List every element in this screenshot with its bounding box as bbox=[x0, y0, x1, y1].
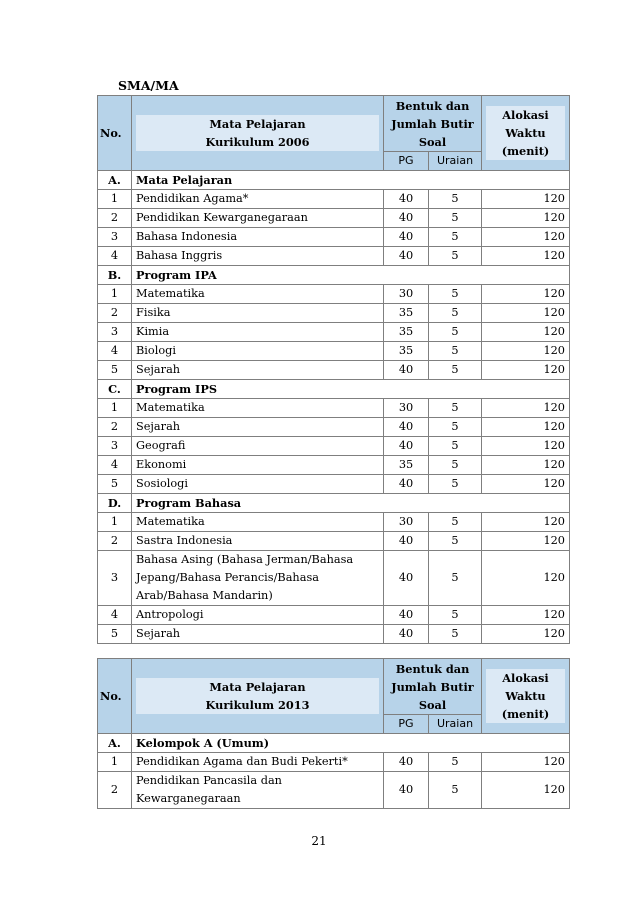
table-row bbox=[98, 532, 570, 551]
pg-count: 40 bbox=[384, 228, 429, 247]
uraian-count: 5 bbox=[429, 606, 482, 625]
row-number: 4 bbox=[98, 606, 132, 625]
uraian-count: 5 bbox=[429, 399, 482, 418]
row-number: 2 bbox=[98, 304, 132, 323]
allocation-minutes: 120 bbox=[482, 228, 570, 247]
subject-name: Bahasa Inggris bbox=[132, 247, 384, 266]
header-alloc-line1: Alokasi bbox=[502, 108, 549, 122]
subject-name: Bahasa Indonesia bbox=[132, 228, 384, 247]
table-row bbox=[98, 323, 570, 342]
header-form-line2: Jumlah Butir bbox=[391, 116, 474, 131]
pg-count: 40 bbox=[384, 753, 429, 772]
header-alloc bbox=[482, 659, 570, 734]
uraian-count: 5 bbox=[429, 304, 482, 323]
row-number: 4 bbox=[98, 342, 132, 361]
allocation-minutes: 120 bbox=[482, 247, 570, 266]
row-number: 2 bbox=[98, 209, 132, 228]
allocation-minutes: 120 bbox=[482, 532, 570, 551]
uraian-count: 5 bbox=[429, 285, 482, 304]
pg-count: 30 bbox=[384, 285, 429, 304]
header-no: No. bbox=[98, 659, 132, 734]
uraian-count: 5 bbox=[429, 475, 482, 494]
allocation-minutes: 120 bbox=[482, 456, 570, 475]
uraian-count: 5 bbox=[429, 209, 482, 228]
group-name: Mata Pelajaran bbox=[132, 171, 570, 190]
group-row bbox=[98, 494, 570, 513]
pg-count: 40 bbox=[384, 772, 429, 809]
row-number: 1 bbox=[98, 753, 132, 772]
header-uraian: Uraian bbox=[429, 152, 482, 171]
pg-count: 40 bbox=[384, 606, 429, 625]
table-row bbox=[98, 342, 570, 361]
row-number: 3 bbox=[98, 228, 132, 247]
pg-count: 35 bbox=[384, 304, 429, 323]
row-number: 1 bbox=[98, 399, 132, 418]
uraian-count: 5 bbox=[429, 418, 482, 437]
group-name: Kelompok A (Umum) bbox=[132, 734, 570, 753]
subject-name: Sejarah bbox=[132, 625, 384, 644]
header-alloc-line2: Waktu bbox=[505, 126, 546, 140]
page-number: 21 bbox=[311, 834, 327, 848]
header-subject-line2: Kurikulum 2013 bbox=[205, 698, 310, 712]
table-row bbox=[98, 228, 570, 247]
group-code: B. bbox=[98, 266, 132, 285]
header-pg: PG bbox=[384, 152, 429, 171]
header-form-line1: Bentuk dan bbox=[395, 98, 470, 113]
pg-count: 40 bbox=[384, 418, 429, 437]
table-row bbox=[98, 304, 570, 323]
table-row bbox=[98, 190, 570, 209]
table-row bbox=[98, 456, 570, 475]
table-row bbox=[98, 513, 570, 532]
section-title: SMA/MA bbox=[118, 78, 179, 93]
group-code: D. bbox=[98, 494, 132, 513]
header-form-line3: Soal bbox=[418, 697, 447, 712]
uraian-count: 5 bbox=[429, 753, 482, 772]
uraian-count: 5 bbox=[429, 247, 482, 266]
pg-count: 35 bbox=[384, 456, 429, 475]
table-row bbox=[98, 772, 570, 809]
subject-line: Bahasa Asing (Bahasa Jerman/Bahasa bbox=[136, 553, 354, 566]
header-form-line3: Soal bbox=[418, 134, 447, 149]
table-kurikulum-2006 bbox=[97, 95, 570, 644]
allocation-minutes: 120 bbox=[482, 772, 570, 809]
header-form bbox=[384, 96, 482, 152]
pg-count: 40 bbox=[384, 551, 429, 606]
table-row bbox=[98, 418, 570, 437]
table-row bbox=[98, 625, 570, 644]
header-subject-line1: Mata Pelajaran bbox=[209, 117, 306, 131]
subject-name: Geografi bbox=[132, 437, 384, 456]
uraian-count: 5 bbox=[429, 190, 482, 209]
pg-count: 40 bbox=[384, 437, 429, 456]
header-subject bbox=[132, 96, 384, 171]
uraian-count: 5 bbox=[429, 532, 482, 551]
group-code: A. bbox=[98, 171, 132, 190]
uraian-count: 5 bbox=[429, 772, 482, 809]
allocation-minutes: 120 bbox=[482, 606, 570, 625]
table-body-2013 bbox=[98, 734, 570, 809]
table-row bbox=[98, 247, 570, 266]
row-number: 5 bbox=[98, 625, 132, 644]
allocation-minutes: 120 bbox=[482, 551, 570, 606]
uraian-count: 5 bbox=[429, 361, 482, 380]
subject-name: Pendidikan Agama* bbox=[132, 190, 384, 209]
row-number: 3 bbox=[98, 323, 132, 342]
subject-name: Matematika bbox=[132, 513, 384, 532]
pg-count: 30 bbox=[384, 399, 429, 418]
subject-line: Pendidikan Pancasila dan bbox=[136, 774, 282, 787]
subject-name bbox=[132, 551, 384, 606]
pg-count: 40 bbox=[384, 532, 429, 551]
table-body-2006 bbox=[98, 171, 570, 644]
group-name: Program Bahasa bbox=[132, 494, 570, 513]
pg-count: 40 bbox=[384, 361, 429, 380]
row-number: 3 bbox=[98, 551, 132, 606]
group-row bbox=[98, 171, 570, 190]
group-row bbox=[98, 380, 570, 399]
subject-name: Antropologi bbox=[132, 606, 384, 625]
allocation-minutes: 120 bbox=[482, 437, 570, 456]
header-subject-line2: Kurikulum 2006 bbox=[205, 135, 310, 149]
subject-name: Sejarah bbox=[132, 361, 384, 380]
uraian-count: 5 bbox=[429, 513, 482, 532]
allocation-minutes: 120 bbox=[482, 475, 570, 494]
row-number: 1 bbox=[98, 190, 132, 209]
row-number: 2 bbox=[98, 772, 132, 809]
allocation-minutes: 120 bbox=[482, 342, 570, 361]
subject-line: Jepang/Bahasa Perancis/Bahasa bbox=[136, 571, 319, 584]
subject-name bbox=[132, 772, 384, 809]
subject-name: Ekonomi bbox=[132, 456, 384, 475]
group-row bbox=[98, 734, 570, 753]
subject-name: Matematika bbox=[132, 399, 384, 418]
header-subject bbox=[132, 659, 384, 734]
table-row bbox=[98, 475, 570, 494]
table-row bbox=[98, 285, 570, 304]
pg-count: 35 bbox=[384, 342, 429, 361]
allocation-minutes: 120 bbox=[482, 285, 570, 304]
subject-name: Biologi bbox=[132, 342, 384, 361]
row-number: 1 bbox=[98, 285, 132, 304]
table-row bbox=[98, 753, 570, 772]
subject-name: Sosiologi bbox=[132, 475, 384, 494]
group-name: Program IPA bbox=[132, 266, 570, 285]
uraian-count: 5 bbox=[429, 625, 482, 644]
pg-count: 40 bbox=[384, 190, 429, 209]
header-alloc-line3: (menit) bbox=[501, 707, 550, 721]
pg-count: 35 bbox=[384, 323, 429, 342]
subject-name: Pendidikan Kewarganegaraan bbox=[132, 209, 384, 228]
header-form bbox=[384, 659, 482, 715]
uraian-count: 5 bbox=[429, 323, 482, 342]
subject-name: Sastra Indonesia bbox=[132, 532, 384, 551]
table-row bbox=[98, 437, 570, 456]
pg-count: 40 bbox=[384, 625, 429, 644]
allocation-minutes: 120 bbox=[482, 323, 570, 342]
table-row bbox=[98, 551, 570, 606]
row-number: 4 bbox=[98, 247, 132, 266]
subject-name: Kimia bbox=[132, 323, 384, 342]
allocation-minutes: 120 bbox=[482, 304, 570, 323]
header-alloc-line3: (menit) bbox=[501, 144, 550, 158]
allocation-minutes: 120 bbox=[482, 190, 570, 209]
pg-count: 40 bbox=[384, 209, 429, 228]
table-kurikulum-2013 bbox=[97, 658, 570, 809]
allocation-minutes: 120 bbox=[482, 418, 570, 437]
pg-count: 40 bbox=[384, 475, 429, 494]
pg-count: 40 bbox=[384, 247, 429, 266]
row-number: 1 bbox=[98, 513, 132, 532]
row-number: 5 bbox=[98, 475, 132, 494]
header-alloc-line2: Waktu bbox=[505, 689, 546, 703]
header-uraian: Uraian bbox=[429, 715, 482, 734]
allocation-minutes: 120 bbox=[482, 399, 570, 418]
subject-line: Kewarganegaraan bbox=[136, 792, 241, 805]
header-alloc-line1: Alokasi bbox=[502, 671, 549, 685]
uraian-count: 5 bbox=[429, 456, 482, 475]
subject-name: Matematika bbox=[132, 285, 384, 304]
header-pg: PG bbox=[384, 715, 429, 734]
row-number: 5 bbox=[98, 361, 132, 380]
subject-name: Sejarah bbox=[132, 418, 384, 437]
allocation-minutes: 120 bbox=[482, 361, 570, 380]
allocation-minutes: 120 bbox=[482, 513, 570, 532]
uraian-count: 5 bbox=[429, 551, 482, 606]
table-row bbox=[98, 606, 570, 625]
pg-count: 30 bbox=[384, 513, 429, 532]
subject-name: Fisika bbox=[132, 304, 384, 323]
row-number: 4 bbox=[98, 456, 132, 475]
group-name: Program IPS bbox=[132, 380, 570, 399]
row-number: 2 bbox=[98, 532, 132, 551]
header-alloc bbox=[482, 96, 570, 171]
subject-line: Arab/Bahasa Mandarin) bbox=[136, 589, 273, 602]
header-subject-line1: Mata Pelajaran bbox=[209, 680, 306, 694]
uraian-count: 5 bbox=[429, 342, 482, 361]
allocation-minutes: 120 bbox=[482, 753, 570, 772]
allocation-minutes: 120 bbox=[482, 209, 570, 228]
header-form-line1: Bentuk dan bbox=[395, 661, 470, 676]
group-row bbox=[98, 266, 570, 285]
allocation-minutes: 120 bbox=[482, 625, 570, 644]
table-row bbox=[98, 399, 570, 418]
uraian-count: 5 bbox=[429, 437, 482, 456]
table-row bbox=[98, 209, 570, 228]
table-row bbox=[98, 361, 570, 380]
group-code: C. bbox=[98, 380, 132, 399]
header-form-line2: Jumlah Butir bbox=[391, 679, 474, 694]
group-code: A. bbox=[98, 734, 132, 753]
row-number: 2 bbox=[98, 418, 132, 437]
subject-name: Pendidikan Agama dan Budi Pekerti* bbox=[132, 753, 384, 772]
header-no: No. bbox=[98, 96, 132, 171]
row-number: 3 bbox=[98, 437, 132, 456]
uraian-count: 5 bbox=[429, 228, 482, 247]
